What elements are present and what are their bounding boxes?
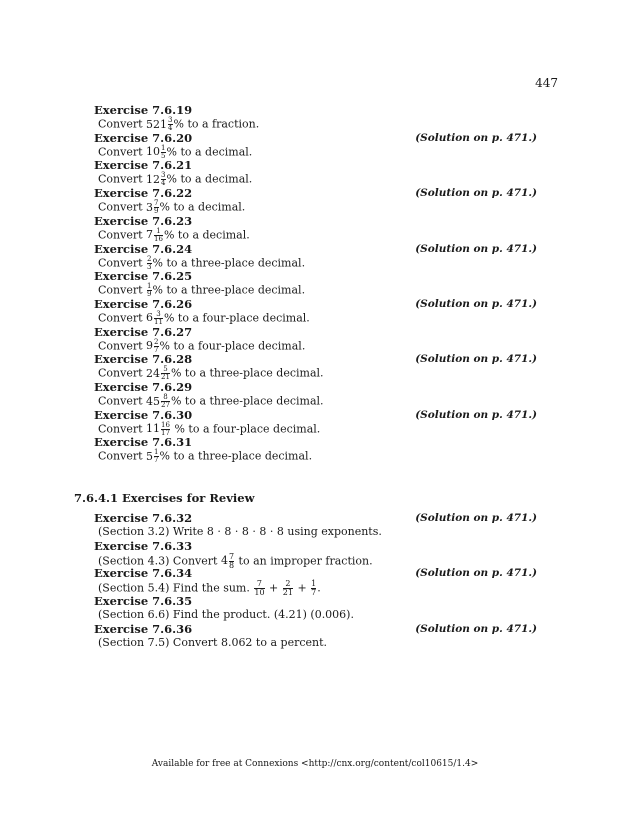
exercise-item <box>94 215 537 243</box>
exercise-prompt <box>94 636 537 650</box>
exercise-prompt <box>94 228 537 243</box>
exercise-prompt <box>94 449 537 464</box>
exercise-prompt <box>94 117 537 132</box>
fraction <box>161 394 170 409</box>
exercise-title: Exercise 7.6.34 <box>94 566 193 581</box>
exercise-prompt <box>94 394 537 409</box>
fraction-denominator: 21 <box>161 373 170 382</box>
exercise-item <box>94 104 537 132</box>
prompt-text: to an improper fraction. <box>235 554 373 568</box>
whole-part: 45 <box>146 394 161 408</box>
fraction-denominator: 8 <box>228 560 235 570</box>
fraction-denominator: 4 <box>161 179 166 188</box>
mixed-number <box>220 551 235 570</box>
fraction-denominator: 9 <box>147 290 152 299</box>
prompt-text: (Section 6.6) Find the product. (4.21) (0.006). <box>98 608 354 622</box>
fraction-numerator: 2 <box>285 579 291 589</box>
fraction-numerator: 7 <box>256 579 262 589</box>
exercise-item <box>94 243 537 271</box>
fraction-numerator: 3 <box>161 171 166 180</box>
review-exercise-item <box>94 512 537 539</box>
prompt-text: % to a decimal. <box>159 200 246 214</box>
fraction-denominator: 17 <box>161 428 170 437</box>
fraction-numerator: 2 <box>147 254 152 263</box>
fraction <box>154 311 163 326</box>
mixed-number <box>146 145 166 158</box>
prompt-text: Convert <box>98 145 147 159</box>
exercise-title: Exercise 7.6.21 <box>94 158 193 173</box>
prompt-text: Convert <box>98 339 147 353</box>
whole-part: 3 <box>146 200 154 214</box>
prompt-text: % to a three-place decimal. <box>159 449 313 463</box>
exercise-title: Exercise 7.6.31 <box>94 435 193 450</box>
prompt-text: % to a fraction. <box>173 117 260 131</box>
exercise-title: Exercise 7.6.29 <box>94 380 193 394</box>
exercise-title: Exercise 7.6.36 <box>94 621 193 636</box>
mixed-number <box>146 395 171 408</box>
mixed-number <box>146 201 159 214</box>
fraction-numerator: 1 <box>311 579 317 589</box>
fraction-denominator: 7 <box>154 345 159 354</box>
fraction-numerator: 1 <box>156 226 161 235</box>
prompt-text: (Section 5.4) Find the sum. <box>98 581 254 595</box>
mixed-number <box>146 422 171 435</box>
exercise-prompt <box>94 311 537 326</box>
solution-link[interactable]: (Solution on p. 471.) <box>415 408 537 421</box>
prompt-text: Convert <box>98 449 147 463</box>
prompt-text: % to a decimal. <box>166 145 253 159</box>
fraction-numerator: 8 <box>163 393 168 401</box>
whole-part: 11 <box>146 422 161 436</box>
exercise-item <box>94 159 537 187</box>
review-exercise-item <box>94 595 537 622</box>
plus-sign: + <box>265 581 282 595</box>
prompt-text: % to a four-place decimal. <box>163 311 310 325</box>
fraction-numerator: 1 <box>161 143 166 152</box>
mixed-number <box>146 228 164 241</box>
page-footer: Available for free at Connexions <http://cnx.org/content/col10615/1.4> <box>151 759 479 769</box>
fraction <box>154 228 163 243</box>
exercise-prompt <box>94 283 537 298</box>
exercise-item <box>94 436 537 464</box>
exercise-item <box>94 353 537 381</box>
exercise-title: Exercise 7.6.24 <box>94 241 193 256</box>
whole-part: 4 <box>220 554 228 568</box>
solution-link[interactable]: (Solution on p. 471.) <box>415 187 537 200</box>
whole-part: 5 <box>146 449 154 463</box>
prompt-text: Convert <box>98 394 147 408</box>
fraction-numerator: 7 <box>154 199 159 208</box>
exercise-item <box>94 298 537 326</box>
prompt-text: . <box>317 581 321 595</box>
fraction-denominator: 3 <box>147 262 152 271</box>
exercise-title: Exercise 7.6.23 <box>94 213 193 228</box>
fraction-numerator: 2 <box>154 337 159 346</box>
prompt-text: Convert <box>98 117 147 131</box>
mixed-number <box>146 118 173 131</box>
exercise-item <box>94 187 537 215</box>
review-exercise-item <box>94 540 537 570</box>
prompt-text: Convert <box>98 283 147 297</box>
solution-link[interactable]: (Solution on p. 471.) <box>415 353 537 366</box>
mixed-number <box>146 367 171 380</box>
exercise-prompt <box>94 200 537 215</box>
prompt-text: % to a three-place decimal. <box>152 256 306 269</box>
exercise-title: Exercise 7.6.19 <box>94 103 193 117</box>
prompt-text: % to a three-place decimal. <box>152 283 306 297</box>
prompt-text: Convert <box>98 172 147 186</box>
fraction-numerator: 1 <box>147 282 152 291</box>
solution-link[interactable]: (Solution on p. 471.) <box>415 297 537 310</box>
exercise-title: Exercise 7.6.33 <box>94 538 193 553</box>
review-exercise-item <box>94 567 537 597</box>
solution-link[interactable]: (Solution on p. 471.) <box>415 242 537 255</box>
prompt-text: % to a three-place decimal. <box>170 366 324 380</box>
review-section-heading: 7.6.4.1 Exercises for Review <box>74 491 255 505</box>
exercise-title: Exercise 7.6.28 <box>94 352 193 367</box>
exercise-title: Exercise 7.6.25 <box>94 269 193 284</box>
exercise-item <box>94 409 537 437</box>
whole-part: 521 <box>146 117 168 131</box>
exercise-title: Exercise 7.6.32 <box>94 511 193 525</box>
exercise-title: Exercise 7.6.27 <box>94 324 193 339</box>
prompt-text: Convert <box>98 422 147 436</box>
exercise-prompt <box>94 525 537 539</box>
fraction-numerator: 16 <box>161 420 170 429</box>
fraction-denominator: 11 <box>154 317 163 326</box>
fraction-denominator: 21 <box>282 588 293 598</box>
whole-part: 12 <box>146 172 161 186</box>
fraction-denominator: 4 <box>168 124 173 132</box>
solution-link[interactable]: (Solution on p. 471.) <box>415 131 537 144</box>
prompt-text: % to a three-place decimal. <box>170 394 324 408</box>
prompt-text: % to a four-place decimal. <box>159 339 306 353</box>
fraction-denominator: 7 <box>154 456 159 465</box>
fraction <box>147 283 151 298</box>
fraction <box>154 200 158 215</box>
fraction-denominator: 10 <box>254 588 265 598</box>
exercise-prompt <box>94 608 537 622</box>
mixed-number <box>146 339 159 352</box>
plus-sign: + <box>293 581 311 595</box>
exercise-item <box>94 381 537 409</box>
exercise-item <box>94 270 537 298</box>
fraction-denominator: 9 <box>154 207 159 216</box>
fraction-denominator: 7 <box>311 588 317 598</box>
prompt-text: Convert <box>98 366 147 380</box>
mixed-number <box>146 450 159 463</box>
whole-part: 10 <box>146 145 161 159</box>
fraction-denominator: 16 <box>154 234 163 243</box>
whole-part: 6 <box>146 311 154 325</box>
fraction-numerator: 7 <box>228 551 235 561</box>
whole-part: 9 <box>146 339 154 353</box>
exercise-title: Exercise 7.6.35 <box>94 594 193 609</box>
fraction-numerator: 3 <box>168 116 173 124</box>
solution-link[interactable]: (Solution on p. 471.) <box>415 622 537 635</box>
whole-part: 24 <box>146 366 161 380</box>
prompt-text: % to a four-place decimal. <box>170 422 321 436</box>
fraction-numerator: 5 <box>163 365 168 374</box>
prompt-text: Convert <box>98 228 147 242</box>
exercise-title: Exercise 7.6.26 <box>94 296 193 311</box>
prompt-text: (Section 4.3) Convert <box>98 554 221 568</box>
prompt-text: % to a decimal. <box>163 228 250 242</box>
fraction-denominator: 5 <box>161 151 166 160</box>
whole-part: 7 <box>146 228 154 242</box>
mixed-number <box>146 311 164 324</box>
prompt-text: Convert <box>98 256 147 269</box>
prompt-text: (Section 7.5) Convert 8.062 to a percent. <box>98 635 328 649</box>
fraction <box>154 449 158 464</box>
prompt-text: (Section 3.2) Write 8 · 8 · 8 · 8 · 8 using exponents. <box>98 525 382 538</box>
solution-link[interactable]: (Solution on p. 471.) <box>415 567 537 580</box>
exercise-title: Exercise 7.6.30 <box>94 407 193 422</box>
page-number: 447 <box>535 76 558 90</box>
fraction <box>168 117 172 132</box>
solution-link[interactable]: (Solution on p. 471.) <box>415 512 537 524</box>
exercise-item <box>94 132 537 160</box>
exercise-title: Exercise 7.6.20 <box>94 130 193 145</box>
fraction-denominator: 27 <box>161 401 170 409</box>
review-exercise-item <box>94 623 537 650</box>
prompt-text: Convert <box>98 200 147 214</box>
fraction-numerator: 3 <box>156 309 161 318</box>
prompt-text: Convert <box>98 311 147 325</box>
exercise-item <box>94 326 537 354</box>
prompt-text: % to a decimal. <box>166 172 253 186</box>
exercise-title: Exercise 7.6.22 <box>94 186 193 201</box>
fraction-numerator: 1 <box>154 448 159 457</box>
mixed-number <box>146 173 166 186</box>
